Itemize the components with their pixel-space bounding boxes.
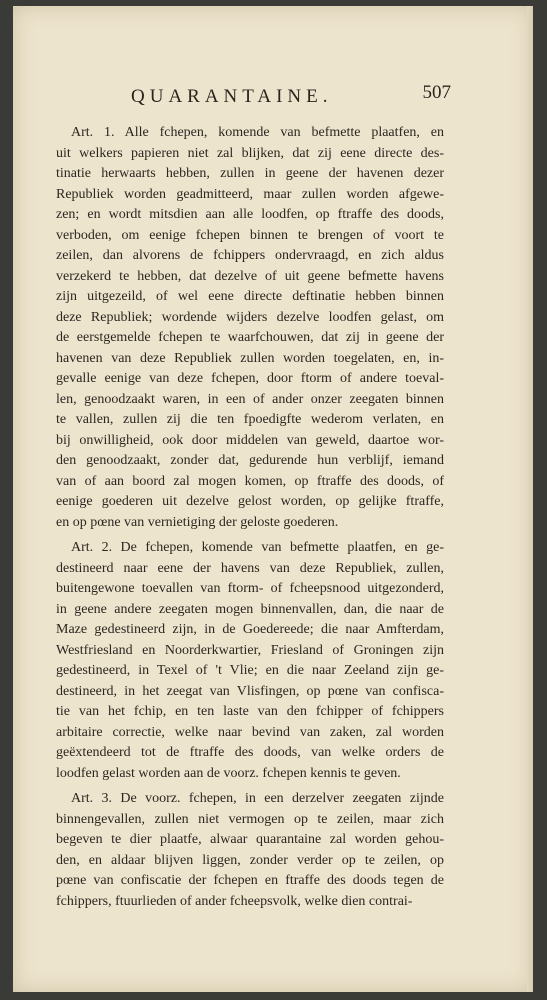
text-line: pœne van confiscatie der fchepen en ftraffe des doods tegen de (56, 873, 444, 888)
page-number: 507 (422, 82, 451, 103)
text-line: tinatie herwaarts hebben, zullen in geene der havenen dezer (56, 166, 444, 181)
article-paragraph (56, 789, 444, 912)
text-line: en op pœne van vernietiging der geloste goederen. (56, 514, 339, 530)
text-line: Maze gedestineerd zijn, in de Goedereede; die naar Amfterdam, (56, 622, 444, 637)
running-head: QUARANTAINE. (131, 86, 333, 107)
text-line: Republiek worden geadmitteerd, maar zullen worden afgewe- (56, 186, 444, 202)
text-line: gedestineerd, in Texel of 't Vlie; en die naar Zeeland zijn ge- (56, 663, 444, 678)
text-line: uit welkers papieren niet zal blijken, dat zij eene directe des- (56, 145, 444, 161)
body-text (56, 123, 444, 912)
text-line: den, en aldaar blijven liggen, zonder verder op te zeilen, op (56, 852, 444, 868)
text-line: Art. 3. De voorz. fchepen, in een derzelver zeegaten zijnde (71, 791, 444, 806)
text-line: len, genoodzaakt waren, in een of ander onzer zeegaten binnen (56, 391, 444, 407)
text-line: Art. 1. Alle fchepen, komende van befmette plaatfen, en (71, 125, 444, 140)
text-line: zen; en wordt mitsdien aan alle loodfen, op ftraffe des doods, (56, 207, 444, 222)
book-page (13, 6, 533, 992)
page-header (131, 82, 451, 112)
text-line: buitengewone toevallen van ftorm- of fcheepsnood uitgezonderd, (56, 581, 444, 596)
text-line: destineerd naar eene der havens van deze Republiek, zullen, (56, 560, 444, 576)
text-line: de eerstgemelde fchepen te waarfchouwen, dat zij in geene der (56, 330, 444, 345)
text-line: te vallen, zullen zij die ten fpoedigfte wederom verlaten, en (56, 412, 444, 427)
page-edge (527, 6, 533, 992)
text-line: van of aan boord zal mogen komen, op ftraffe des doods, of (56, 473, 444, 489)
text-line: Art. 2. De fchepen, komende van befmette plaatfen, en ge- (71, 540, 444, 555)
text-line: Westfriesland en Noorderkwartier, Friesland of Groningen zijn (56, 642, 444, 658)
text-line: zeilen, dan alvorens de fchippers ondervraagd, en zich aldus (56, 248, 444, 263)
text-line: havenen van deze Republiek zullen worden toegelaten, en, in- (56, 350, 444, 366)
article-paragraph (56, 538, 444, 784)
text-line: geëxtendeerd tot de ftraffe des doods, van welke orders de (56, 745, 444, 760)
article-paragraph (56, 123, 444, 533)
text-line: eenige goederen uit dezelve gelost worden, op gelijke ftraffe, (56, 494, 444, 509)
text-line: verboden, om eenige fchepen binnen te brengen of voort te (56, 227, 444, 243)
text-line: den genoodzaakt, zonder dat, gedurende hun verblijf, iemand (56, 453, 444, 468)
text-line: tie van het fchip, en ten laste van den fchipper of fchippers (56, 704, 444, 719)
text-line: deze Republiek; wordende wijders dezelve loodfen gelast, om (56, 309, 444, 325)
text-line: gevalle eenige van deze fchepen, door ftorm of andere toeval- (56, 371, 444, 386)
text-line: bij onwilligheid, ook door middelen van geweld, daartoe wor- (56, 432, 444, 448)
text-line: begeven te dier plaatfe, alwaar quarantaine zal worden gehou- (56, 832, 444, 847)
text-line: arbitaire correctie, welke naar bevind van zaken, zal worden (56, 724, 444, 740)
text-line: zijn uitgezeild, of wel eene directe deftinatie hebben binnen (56, 289, 444, 304)
text-line: destineerd, in het zeegat van Vlisfingen, op pœne van confisca- (56, 683, 444, 699)
text-line: verzekerd te hebben, dat dezelve of uit geene befmette havens (56, 268, 444, 284)
text-line: fchippers, ftuurlieden of ander fcheepsvolk, welke dien contrai- (56, 893, 413, 909)
text-line: binnengevallen, zullen niet vermogen op te zeilen, maar zich (56, 811, 444, 827)
text-line: loodfen gelast worden aan de voorz. fchepen kennis te geven. (56, 765, 401, 781)
text-line: in geene andere zeegaten mogen binnenvallen, dan, die naar de (56, 601, 444, 617)
